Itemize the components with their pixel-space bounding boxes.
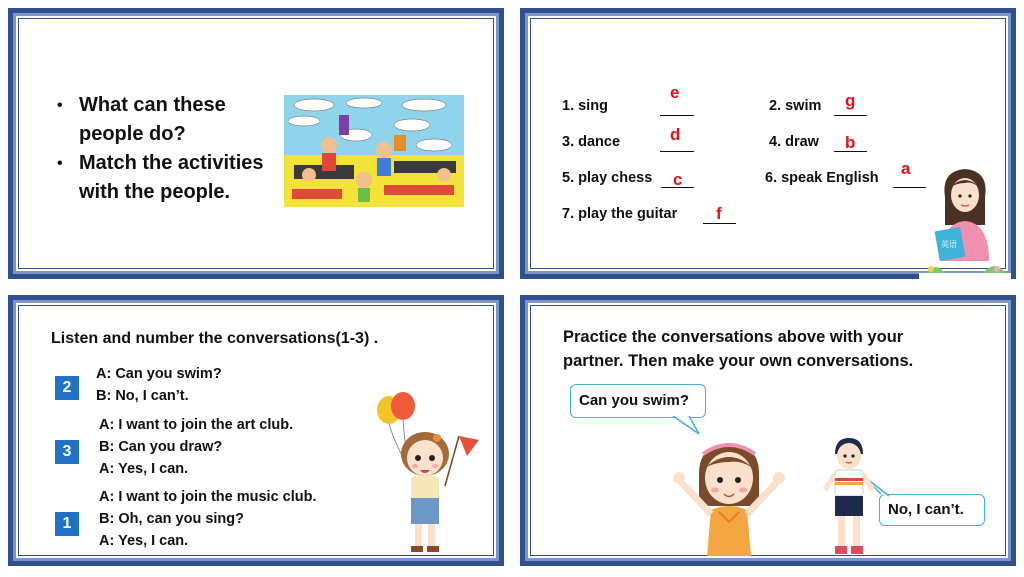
- match-item-label: 1. sing: [562, 98, 608, 114]
- conversation-line: B: No, I can’t.: [96, 388, 189, 404]
- girl-waving-illustration: [669, 432, 789, 556]
- answer-blank[interactable]: [660, 115, 694, 116]
- speech-bubble-right: No, I can’t.: [879, 494, 985, 526]
- conversation-number-badge: 2: [55, 376, 79, 400]
- conversation-line: A: Yes, I can.: [99, 533, 189, 549]
- match-item-label: 4. draw: [769, 134, 819, 150]
- slide-panel-2: [514, 2, 1022, 285]
- answer-letter: e: [670, 83, 680, 102]
- slide-panel-4: [514, 289, 1022, 572]
- slide-panel-1: [2, 2, 510, 285]
- slide-title-line: Practice the conversations above with your: [563, 328, 904, 346]
- slide-frame: [8, 295, 504, 566]
- slide-frame: [520, 8, 1016, 279]
- speech-bubble-left: Can you swim?: [570, 384, 706, 418]
- slide-panel-3: [2, 289, 510, 572]
- bullet-dot-icon: •: [57, 97, 63, 114]
- conversation-number-badge: 3: [55, 440, 79, 464]
- match-item-label: 7. play the guitar: [562, 206, 678, 222]
- bullet-item: • What can these people do?: [51, 91, 281, 149]
- match-item-label: 5. play chess: [562, 170, 653, 186]
- answer-letter: d: [670, 125, 681, 144]
- bullet-dot-icon: •: [57, 155, 63, 172]
- answer-letter: a: [901, 159, 911, 178]
- answer-letter: b: [845, 133, 856, 152]
- conversation-line: B: Oh, can you sing?: [99, 511, 245, 527]
- answer-letter: c: [673, 170, 683, 189]
- slide-title: Listen and number the conversations(1-3) .: [51, 330, 379, 347]
- book-label: 英语: [941, 240, 957, 249]
- conversation-line: A: I want to join the art club.: [99, 417, 294, 433]
- teacher-illustration: [919, 165, 1011, 279]
- answer-letter: g: [845, 91, 856, 110]
- match-item-label: 6. speak English: [765, 170, 879, 186]
- conversation-line: B: Can you draw?: [99, 439, 223, 455]
- girl-with-balloons-illustration: [371, 390, 483, 562]
- slide-frame: [8, 8, 504, 279]
- comic-illustration: [284, 95, 464, 207]
- answer-blank[interactable]: [660, 151, 694, 152]
- boy-illustration: [821, 434, 877, 560]
- answer-blank[interactable]: [834, 115, 867, 116]
- match-item-label: 3. dance: [562, 134, 621, 150]
- slide-title-line: partner. Then make your own conversations.: [563, 352, 914, 370]
- bullet-item: • Match the activities with the people.: [51, 149, 281, 207]
- bullet-list: [51, 91, 281, 207]
- conversation-number-badge: 1: [55, 512, 79, 536]
- conversation-line: A: Can you swim?: [96, 366, 222, 382]
- slide-frame: [520, 295, 1016, 566]
- conversation-line: A: I want to join the music club.: [99, 489, 317, 505]
- answer-letter: f: [716, 204, 722, 223]
- match-item-label: 2. swim: [769, 98, 822, 114]
- conversation-line: A: Yes, I can.: [99, 461, 189, 477]
